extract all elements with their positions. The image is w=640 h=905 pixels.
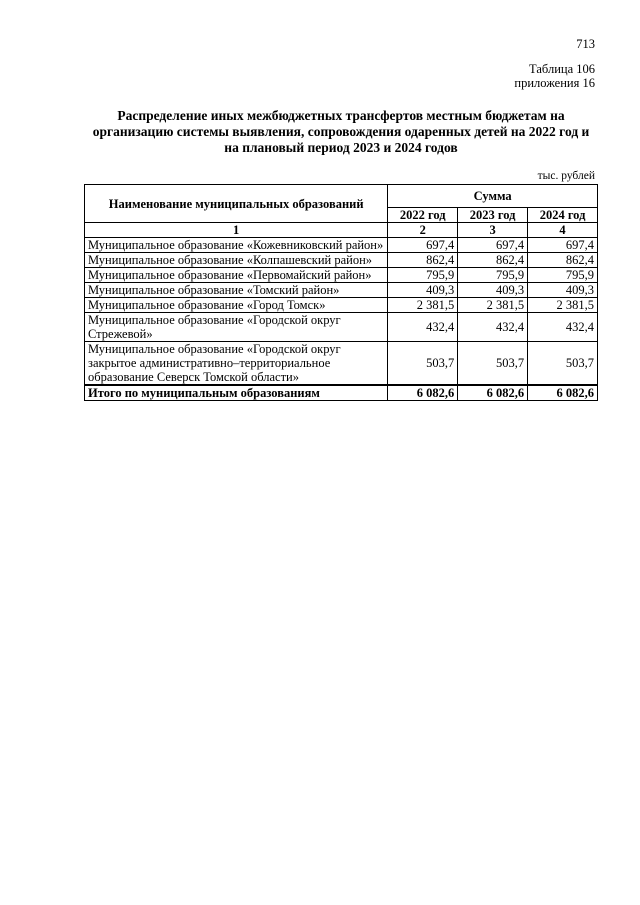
- total-row: [85, 385, 598, 401]
- index-cell-4: 4: [528, 223, 598, 238]
- row-name: Муниципальное образование «Колпашевский район»: [85, 253, 388, 268]
- row-value-2024: 697,4: [528, 238, 598, 253]
- table-row: [85, 298, 598, 313]
- row-name: Муниципальное образование «Томский район»: [85, 283, 388, 298]
- row-name: Муниципальное образование «Городской округ Стрежевой»: [85, 313, 388, 342]
- transfers-table: [84, 184, 598, 401]
- index-cell-1: 1: [85, 223, 388, 238]
- row-value-2024: 795,9: [528, 268, 598, 283]
- row-value-2023: 2 381,5: [458, 298, 528, 313]
- row-value-2023: 409,3: [458, 283, 528, 298]
- total-label: Итого по муниципальным образованиям: [85, 385, 388, 401]
- table-ref-line1: Таблица 106: [529, 62, 595, 76]
- row-value-2023: 697,4: [458, 238, 528, 253]
- header-name: Наименование муниципальных образований: [85, 185, 388, 223]
- header-sum: Сумма: [388, 185, 598, 208]
- row-value-2024: 409,3: [528, 283, 598, 298]
- row-name: Муниципальное образование «Первомайский район»: [85, 268, 388, 283]
- page-number: 713: [576, 37, 595, 51]
- row-name: Муниципальное образование «Город Томск»: [85, 298, 388, 313]
- total-value-2023: 6 082,6: [458, 385, 528, 401]
- index-cell-3: 3: [458, 223, 528, 238]
- table-row: [85, 268, 598, 283]
- table-reference: [514, 62, 595, 90]
- index-cell-2: 2: [388, 223, 458, 238]
- row-name: Муниципальное образование «Городской округ закрытое административно–территориальное образование Северск Томской области»: [85, 342, 388, 386]
- header-year-2024: 2024 год: [528, 208, 598, 223]
- row-value-2024: 2 381,5: [528, 298, 598, 313]
- row-value-2024: 503,7: [528, 342, 598, 386]
- row-value-2022: 2 381,5: [388, 298, 458, 313]
- total-value-2024: 6 082,6: [528, 385, 598, 401]
- row-name: Муниципальное образование «Кожевниковский район»: [85, 238, 388, 253]
- row-value-2022: 409,3: [388, 283, 458, 298]
- row-value-2024: 862,4: [528, 253, 598, 268]
- document-title: Распределение иных межбюджетных трансфертов местным бюджетам на организацию системы выявления, сопровождения одаренных детей на 2022 год и на плановый период 2023 и 2024 годов: [92, 108, 590, 155]
- row-value-2023: 862,4: [458, 253, 528, 268]
- row-value-2023: 795,9: [458, 268, 528, 283]
- table-row: [85, 313, 598, 342]
- table-row: [85, 342, 598, 386]
- row-value-2022: 503,7: [388, 342, 458, 386]
- row-value-2023: 432,4: [458, 313, 528, 342]
- row-value-2022: 697,4: [388, 238, 458, 253]
- table-row: [85, 283, 598, 298]
- table-row: [85, 253, 598, 268]
- table-ref-line2: приложения 16: [514, 76, 595, 90]
- row-value-2022: 795,9: [388, 268, 458, 283]
- table-row: [85, 238, 598, 253]
- row-value-2024: 432,4: [528, 313, 598, 342]
- header-year-2023: 2023 год: [458, 208, 528, 223]
- total-value-2022: 6 082,6: [388, 385, 458, 401]
- header-year-2022: 2022 год: [388, 208, 458, 223]
- row-value-2022: 432,4: [388, 313, 458, 342]
- units-label: тыс. рублей: [537, 170, 595, 182]
- row-value-2023: 503,7: [458, 342, 528, 386]
- row-value-2022: 862,4: [388, 253, 458, 268]
